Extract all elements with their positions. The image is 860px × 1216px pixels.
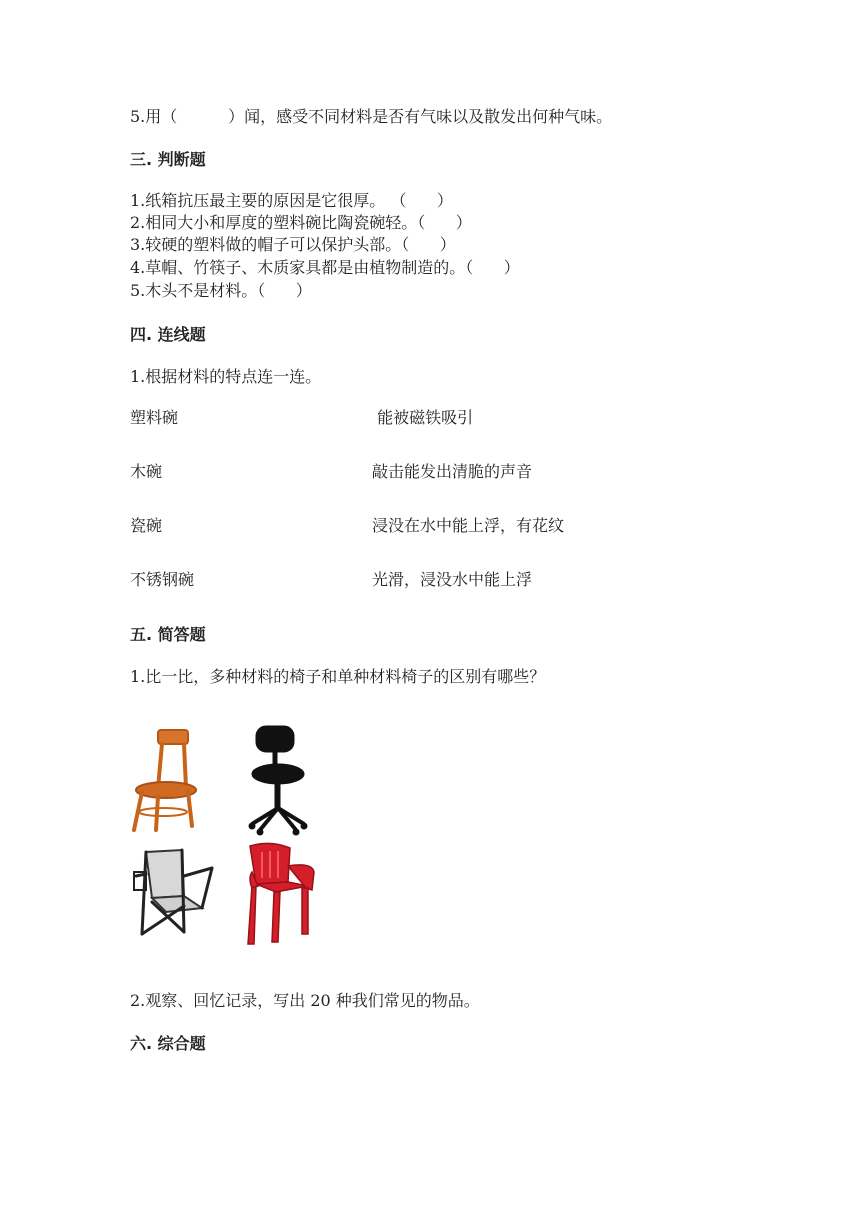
match-left-item: 瓷碗 [130, 516, 163, 535]
folding-chair-image [132, 846, 216, 942]
office-chair-image [246, 724, 310, 836]
section6-title: 六. 综合题 [130, 1034, 206, 1053]
match-right-item: 敲击能发出清脆的声音 [372, 462, 533, 481]
judge-item: 4.草帽、竹筷子、木质家具都是由植物制造的。（ ） [130, 258, 520, 277]
judge-item: 5.木头不是材料。（ ） [130, 281, 312, 300]
judge-item: 1.纸箱抗压最主要的原因是它很厚。 （ ） [130, 191, 453, 210]
section4-title: 四. 连线题 [130, 325, 206, 344]
judge-item: 3.较硬的塑料做的帽子可以保护头部。（ ） [130, 235, 456, 254]
match-left-item: 木碗 [130, 462, 163, 481]
q2-5: 5.用（ ）闻，感受不同材料是否有气味以及散发出何种气味。 [130, 107, 613, 126]
match-left-item: 不锈钢碗 [130, 570, 195, 589]
plastic-chair-image [242, 842, 320, 946]
wooden-chair-image [128, 726, 198, 834]
match-question: 1.根据材料的特点连一连。 [130, 367, 322, 386]
match-right-item: 能被磁铁吸引 [372, 408, 474, 427]
short-answer-q2: 2.观察、回忆记录，写出 20 种我们常见的物品。 [130, 991, 480, 1010]
judge-item: 2.相同大小和厚度的塑料碗比陶瓷碗轻。（ ） [130, 213, 472, 232]
match-right-item: 光滑，浸没水中能上浮 [372, 570, 533, 589]
match-right-item: 浸没在水中能上浮，有花纹 [372, 516, 565, 535]
match-left-item: 塑料碗 [130, 408, 179, 427]
section5-title: 五. 简答题 [130, 625, 206, 644]
section3-title: 三. 判断题 [130, 150, 206, 169]
short-answer-q1: 1.比一比，多种材料的椅子和单种材料椅子的区别有哪些？ [130, 667, 546, 686]
